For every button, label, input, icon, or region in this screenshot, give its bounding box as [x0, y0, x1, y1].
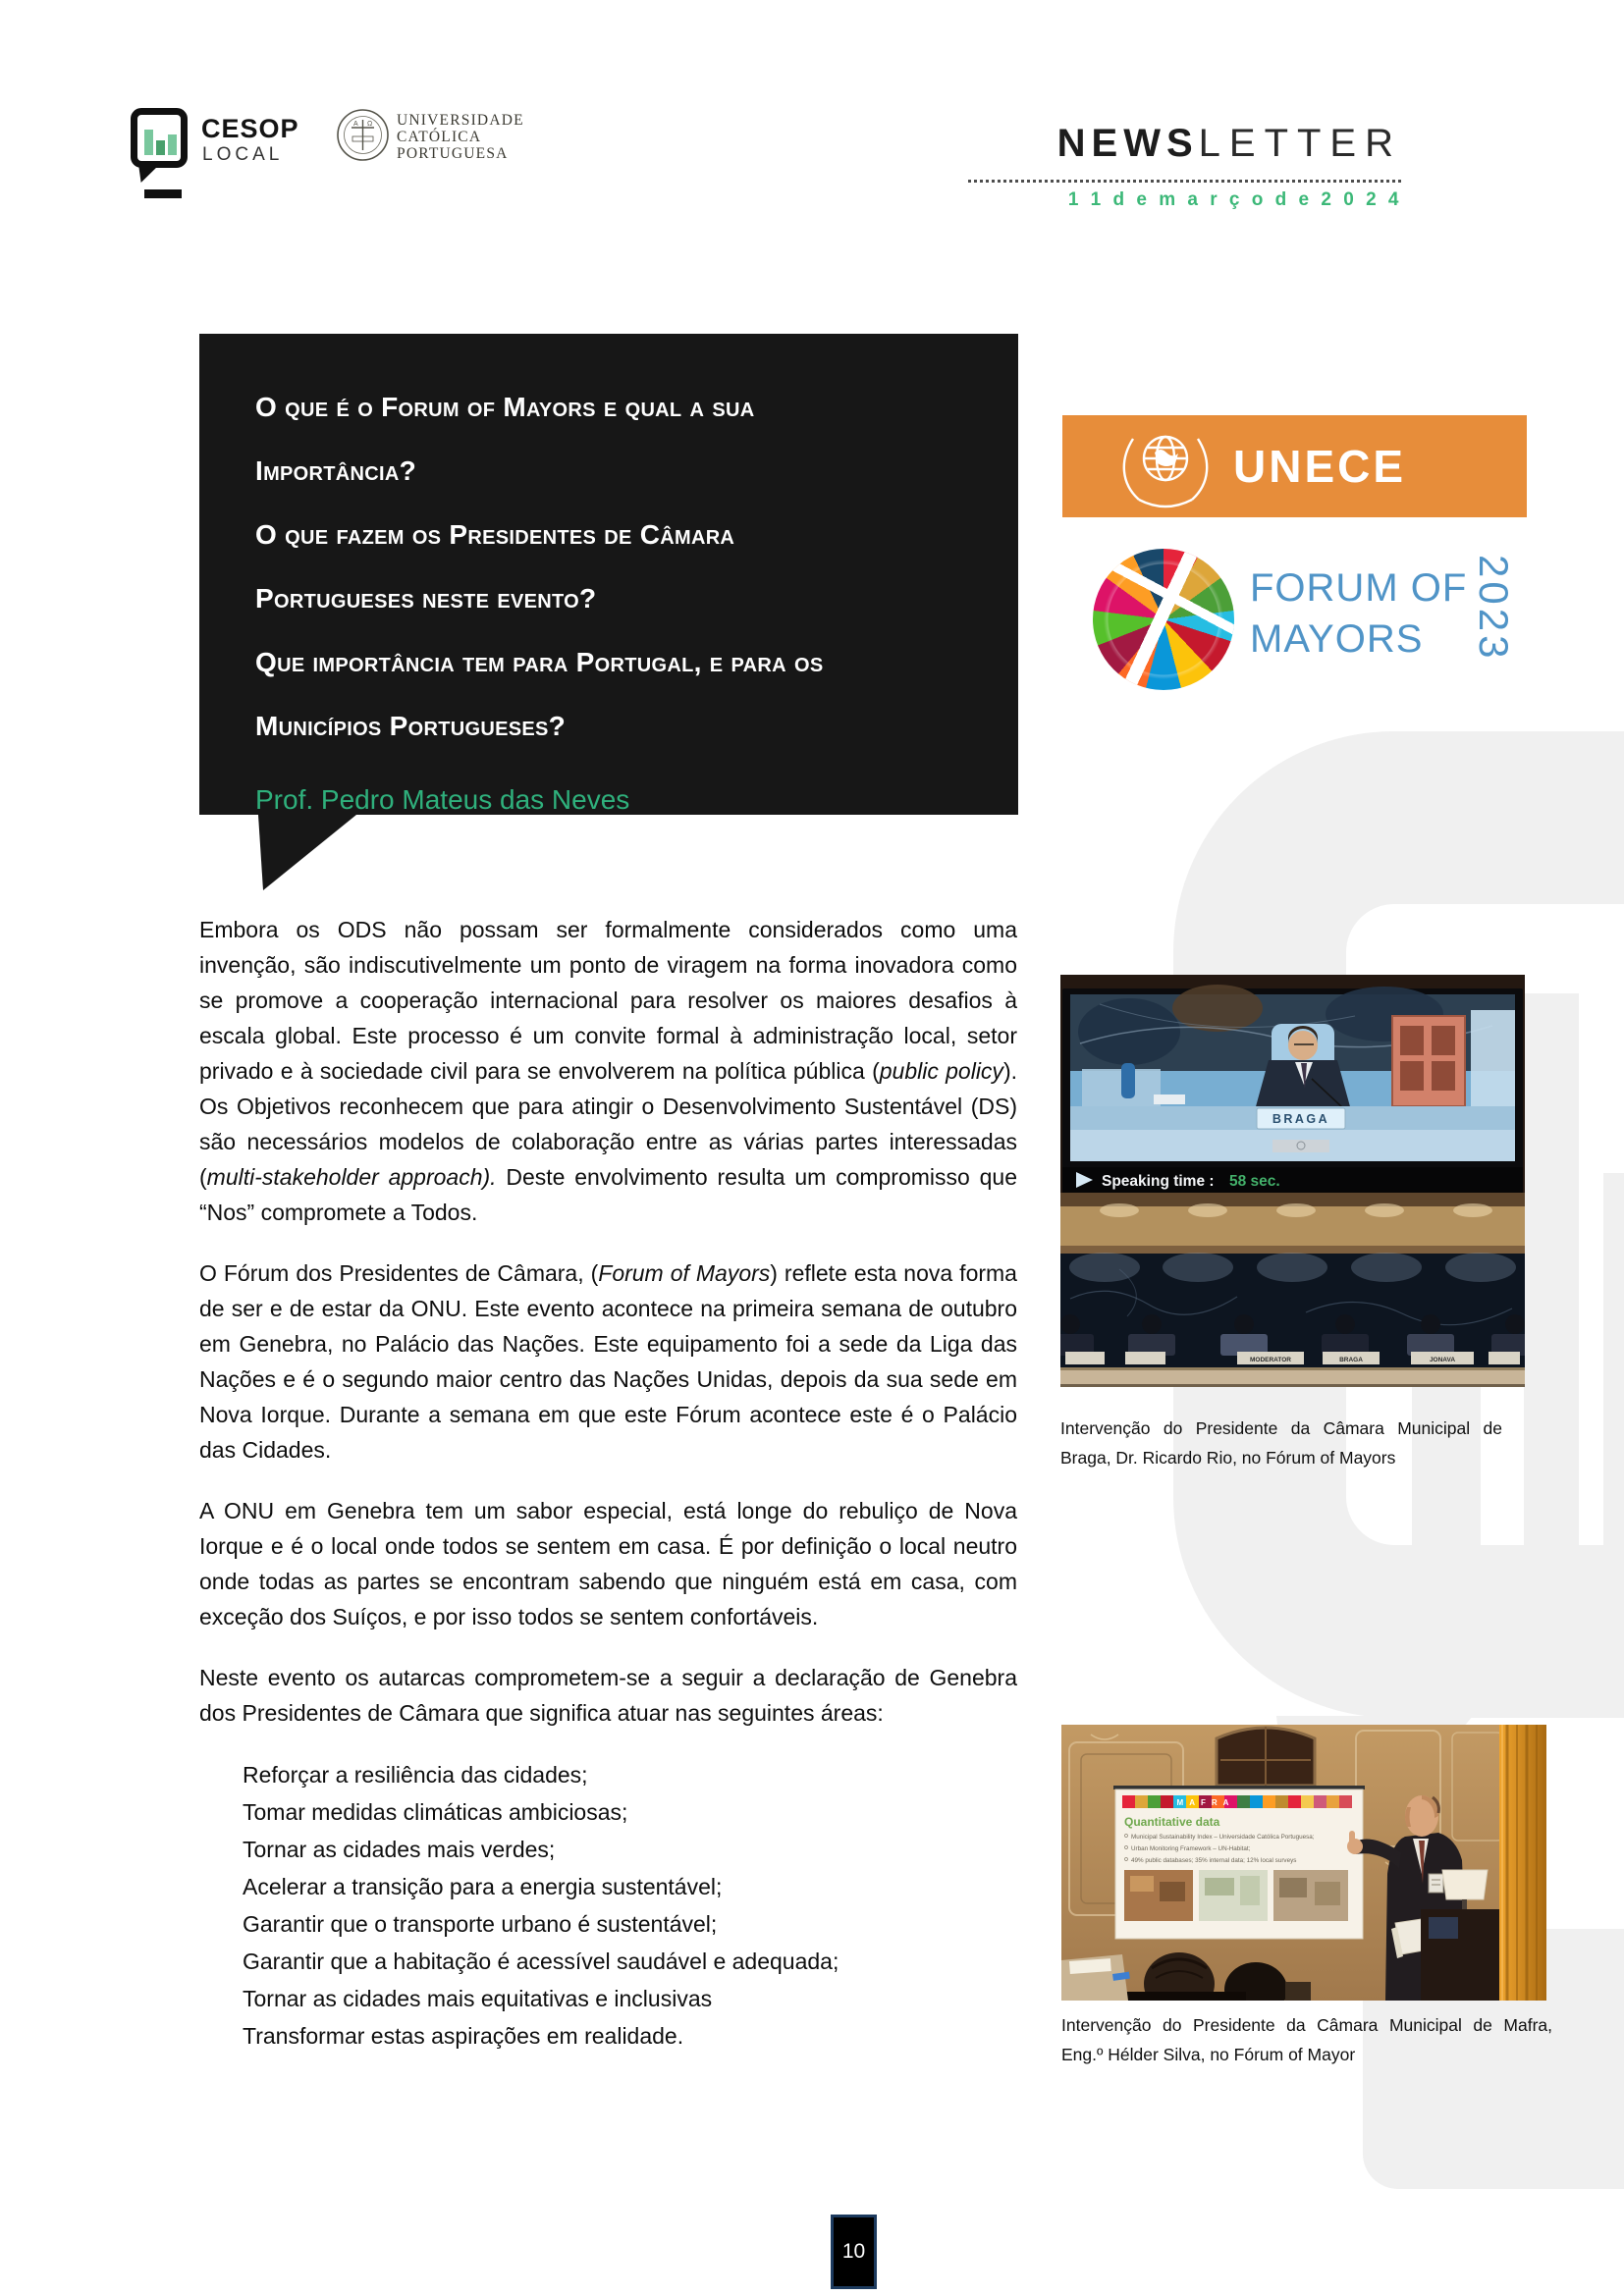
list-item: Reforçar a resiliência das cidades;	[243, 1762, 588, 1788]
photo-caption: Intervenção do Presidente da Câmara Municipal de Braga, Dr. Ricardo Rio, no Fórum of Mayors	[1060, 1418, 1502, 1468]
list-item: Garantir que a habitação é acessível saudável e adequada;	[243, 1949, 839, 1974]
forum-of-mayors-globe-icon	[1093, 549, 1234, 690]
forum-logo-year: 2023	[1471, 555, 1517, 663]
brand-sub: LOCAL	[202, 144, 284, 165]
svg-text:Ω: Ω	[367, 121, 373, 128]
logo-chart-bar	[168, 134, 177, 155]
question-line: Que importância tem para Portugal, e para os	[255, 647, 824, 677]
paragraph-text: O Fórum dos Presidentes de Câmara, (	[199, 1260, 599, 1286]
question-speech-box	[199, 334, 1018, 815]
slide-bullet: Urban Monitoring Framework – UN-Habitat;	[1131, 1845, 1251, 1852]
slide-bullet: Municipal Sustainability Index – Universidade Católica Portuguesa;	[1131, 1834, 1315, 1841]
ucp-seal-icon	[336, 108, 390, 162]
speaking-time-value: 58 sec.	[1229, 1173, 1280, 1190]
placard-label: BRAGA	[1339, 1357, 1363, 1363]
slide-title: Quantitative data	[1124, 1815, 1220, 1829]
photo-mafra-forum	[1061, 1725, 1546, 2001]
slide-banner: MAFRA	[1176, 1798, 1235, 1807]
university-name	[397, 112, 524, 162]
paragraph-italic: Forum of Mayors	[598, 1260, 771, 1286]
question-line: Importância?	[255, 455, 417, 486]
university-line: UNIVERSIDADE	[397, 112, 524, 129]
list-item: Tomar medidas climáticas ambiciosas;	[243, 1799, 628, 1825]
paragraph	[199, 1255, 1017, 1468]
paragraph: Neste evento os autarcas comprometem-se a seguir a declaração de Genebra dos Presidentes de Câmara que significa atuar nas seguintes áreas:	[199, 1665, 1017, 1726]
paragraph-text: Embora os ODS não possam ser formalmente considerados como uma invenção, são indiscutivelmente um ponto de viragem na forma inovadora como se promove a cooperação internacional para resolver os maiores desafios à escala global. Este processo é um convite formal à administração local, setor privado e à sociedade civil para se envolverem na política pública (	[199, 917, 1017, 1084]
paragraph: A ONU em Genebra tem um sabor especial, está longe do rebuliço de Nova Iorque e é o local onde todos se sentem em casa. É por definição o local neutro onde todas as partes se encontram sabendo que ninguém está em casa, com exceção dos Suíços, e por isso todos se sentem confortáveis.	[199, 1498, 1017, 1629]
paragraph-italic: multi-stakeholder approach).	[206, 1164, 497, 1190]
speech-box-tail-icon	[258, 815, 356, 890]
university-line: PORTUGUESA	[397, 145, 509, 162]
cesop-logo-icon	[131, 108, 188, 168]
list-item: Acelerar a transição para a energia sustentável;	[243, 1874, 723, 1899]
question-line: Municípios Portugueses?	[255, 711, 567, 741]
paragraph-text: Deste envolvimento resulta um compromisso que “Nos” compromete a Todos.	[199, 1164, 1017, 1225]
question-line: O que fazem os Presidentes de Câmara	[255, 519, 735, 550]
article-body	[199, 912, 1017, 2055]
cesop-logo-underbar-icon	[144, 189, 182, 198]
university-line: CATÓLICA	[397, 129, 482, 145]
list-item: Garantir que o transporte urbano é sustentável;	[243, 1911, 718, 1937]
logo-chart-bar	[144, 130, 153, 155]
cesop-logo-tail-icon	[138, 164, 160, 183]
forum-logo-line2: MAYORS	[1250, 617, 1424, 661]
slide-bullet: 49% public databases; 35% internal data; 12% local surveys	[1131, 1857, 1297, 1864]
question-line: Portugueses neste evento?	[255, 583, 597, 614]
paragraph	[199, 912, 1017, 1230]
paragraph-text: ) reflete esta nova forma de ser e de estar da ONU. Este evento acontece na primeira semana de outubro em Genebra, no Palácio das Nações. Este equipamento foi a sede da Liga das Nações e é o segundo maior centro das Nações Unidas, depois da sua sede em Nova Iorque. Durante a semana em que este Fórum acontece este é o Palácio das Cidades.	[199, 1260, 1017, 1463]
masthead-dotted-rule	[968, 180, 1401, 183]
commitment-list	[243, 1756, 1017, 2055]
masthead-date: 1 1 d e m a r ç o d e 2 0 2 4	[1067, 189, 1402, 210]
photo-caption: Intervenção do Presidente da Câmara Municipal de Mafra, Eng.º Hélder Silva, no Fórum of Mayor	[1061, 2015, 1552, 2064]
unece-logo	[1062, 415, 1527, 517]
masthead-light: LETTER	[1198, 122, 1402, 165]
placard-label: MODERATOR	[1249, 1357, 1292, 1363]
svg-text:A: A	[353, 121, 358, 128]
placard-label: JONAVA	[1429, 1357, 1456, 1363]
forum-logo-line1: FORUM OF	[1250, 566, 1468, 610]
unece-label: UNECE	[1233, 441, 1407, 492]
list-item: Transformar estas aspirações em realidade.	[243, 2023, 684, 2049]
question-author: Prof. Pedro Mateus das Neves	[255, 784, 630, 815]
paragraph-italic: public policy	[879, 1058, 1003, 1084]
masthead-title	[967, 122, 1402, 166]
list-item: Tornar as cidades mais verdes;	[243, 1837, 556, 1862]
un-emblem-icon	[1111, 421, 1219, 511]
page-number: 10	[841, 2240, 866, 2263]
photo-braga-forum	[1060, 975, 1525, 1387]
page-number-badge	[831, 2215, 877, 2289]
list-item: Tornar as cidades mais equitativas e inclusivas	[243, 1986, 713, 2011]
question-line: O que é o Forum of Mayors e qual a sua	[255, 392, 755, 422]
paragraph-text: ). Os Objetivos reconhecem que para atingir o Desenvolvimento Sustentável (DS) são necessários modelos de colaboração entre as várias partes interessadas (	[199, 1058, 1017, 1190]
brand-name: CESOP	[201, 114, 299, 143]
masthead-bold: NEWS	[1056, 122, 1199, 165]
logo-chart-bar	[156, 140, 165, 155]
screen-nameplate: BRAGA	[1272, 1112, 1330, 1126]
speaking-time-label: Speaking time :	[1102, 1173, 1215, 1190]
